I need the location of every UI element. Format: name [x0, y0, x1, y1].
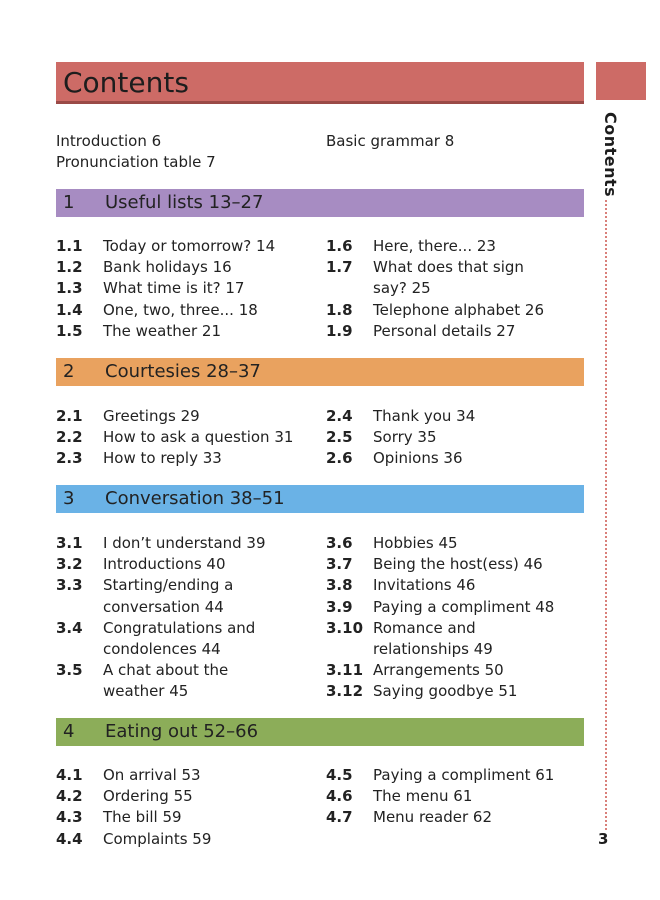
toc-entry[interactable] — [326, 575, 554, 596]
toc-entry[interactable] — [56, 807, 211, 828]
entry-number: 4.4 — [56, 829, 83, 848]
entry-title: What does that sign say? 25 — [373, 258, 524, 298]
entry-number: 3.4 — [56, 618, 83, 637]
entry-number: 3.1 — [56, 534, 83, 552]
entry-number: 3.11 — [326, 661, 364, 680]
section-number: 4 — [63, 721, 75, 742]
toc-entry[interactable] — [56, 321, 275, 342]
entry-title: Arrangements 50 — [373, 661, 504, 680]
entry-number: 1.2 — [56, 258, 83, 277]
entry-number: 4.6 — [326, 787, 353, 806]
section-3-left-list — [56, 533, 266, 703]
side-label: Contents — [601, 112, 620, 198]
section-number: 2 — [63, 361, 75, 382]
entry-number: 1.5 — [56, 321, 83, 340]
entry-title: Paying a compliment 48 — [373, 597, 555, 616]
section-header-4[interactable] — [56, 718, 584, 746]
entry-number: 3.3 — [56, 576, 83, 595]
entry-title: A chat about the weather 45 — [103, 661, 229, 701]
entry-number: 4.1 — [56, 766, 83, 784]
toc-entry[interactable] — [326, 597, 554, 618]
entry-title: Congratulations and condolences 44 — [103, 618, 256, 659]
toc-entry[interactable] — [326, 236, 544, 257]
toc-entry[interactable] — [56, 575, 266, 617]
entry-title: The bill 59 — [103, 808, 182, 827]
toc-entry[interactable] — [326, 786, 554, 807]
toc-entry[interactable] — [326, 427, 475, 448]
toc-entry[interactable] — [326, 681, 554, 702]
section-2-left-list — [56, 406, 293, 470]
toc-entry[interactable] — [56, 406, 293, 427]
entry-number: 1.1 — [56, 237, 83, 255]
section-2-right-list — [326, 406, 475, 470]
entry-title: Ordering 55 — [103, 787, 193, 806]
section-header-1[interactable] — [56, 189, 584, 217]
entry-title: How to reply 33 — [103, 449, 222, 468]
section-4-left-list — [56, 765, 211, 850]
toc-entry[interactable] — [56, 533, 266, 554]
entry-title: Introductions 40 — [103, 555, 226, 574]
entry-title: Sorry 35 — [373, 428, 437, 447]
entry-title: Personal details 27 — [373, 321, 516, 340]
toc-entry[interactable] — [56, 618, 266, 660]
entry-number: 4.3 — [56, 808, 83, 827]
section-title: Courtesies 28–37 — [105, 361, 261, 382]
section-header-3[interactable] — [56, 485, 584, 513]
entry-number: 2.3 — [56, 449, 83, 468]
entry-number: 3.5 — [56, 661, 83, 680]
entry-title: Paying a compliment 61 — [373, 766, 555, 784]
toc-entry[interactable] — [326, 765, 554, 786]
entry-number: 1.8 — [326, 300, 353, 319]
entry-title: I don’t understand 39 — [103, 534, 266, 552]
toc-entry[interactable] — [56, 829, 211, 850]
toc-entry[interactable] — [326, 300, 544, 321]
entry-title: Hobbies 45 — [373, 534, 458, 552]
entry-title: What time is it? 17 — [103, 279, 245, 298]
entry-number: 1.9 — [326, 321, 353, 340]
entry-title: Here, there... 23 — [373, 237, 496, 255]
toc-entry[interactable] — [56, 660, 266, 702]
entry-number: 3.9 — [326, 597, 353, 616]
entry-number: 2.1 — [56, 407, 83, 425]
entry-number: 3.8 — [326, 576, 353, 595]
entry-title: Complaints 59 — [103, 829, 212, 848]
toc-entry[interactable] — [56, 448, 293, 469]
toc-entry[interactable] — [56, 236, 275, 257]
entry-number: 2.6 — [326, 449, 353, 468]
entry-title: Starting/ending a conversation 44 — [103, 576, 234, 616]
entry-number: 2.2 — [56, 428, 83, 447]
entry-number: 3.7 — [326, 555, 353, 574]
entry-title: Thank you 34 — [373, 407, 476, 425]
toc-entry[interactable] — [326, 660, 554, 681]
section-number: 1 — [63, 192, 75, 213]
section-number: 3 — [63, 488, 75, 509]
section-title: Eating out 52–66 — [105, 721, 259, 742]
entry-title: Saying goodbye 51 — [373, 682, 518, 701]
toc-entry[interactable] — [326, 618, 554, 660]
entry-title: The weather 21 — [103, 321, 221, 340]
entry-title: Opinions 36 — [373, 449, 463, 468]
page-title: Contents — [63, 66, 189, 99]
entry-title: Invitations 46 — [373, 576, 476, 595]
toc-entry[interactable] — [56, 300, 275, 321]
intro-link-pronunciation[interactable]: Pronunciation table 7 — [56, 153, 216, 171]
entry-title: On arrival 53 — [103, 766, 201, 784]
entry-number: 4.7 — [326, 808, 353, 827]
toc-entry[interactable] — [56, 257, 275, 278]
side-tab — [596, 62, 646, 100]
entry-title: Bank holidays 16 — [103, 258, 232, 277]
section-3-right-list — [326, 533, 554, 703]
entry-number: 1.3 — [56, 279, 83, 298]
entry-title: Greetings 29 — [103, 407, 200, 425]
intro-link-basic-grammar[interactable]: Basic grammar 8 — [326, 132, 455, 150]
entry-title: One, two, three... 18 — [103, 300, 258, 319]
entry-number: 2.5 — [326, 428, 353, 447]
entry-number: 4.2 — [56, 787, 83, 806]
entry-title: Today or tomorrow? 14 — [103, 237, 276, 255]
toc-entry[interactable] — [326, 554, 554, 575]
entry-number: 2.4 — [326, 407, 353, 425]
section-1-left-list — [56, 236, 275, 342]
toc-entry[interactable] — [326, 807, 554, 828]
entry-title: The menu 61 — [373, 787, 473, 806]
toc-entry[interactable] — [326, 406, 475, 427]
entry-number: 3.2 — [56, 555, 83, 574]
section-title: Useful lists 13–27 — [105, 192, 264, 213]
section-1-right-list — [326, 236, 544, 342]
entry-number: 3.12 — [326, 682, 364, 701]
toc-entry[interactable] — [56, 427, 293, 448]
entry-title: Menu reader 62 — [373, 808, 492, 827]
entry-title: Being the host(ess) 46 — [373, 555, 543, 574]
entry-number: 4.5 — [326, 766, 353, 784]
toc-entry[interactable] — [56, 554, 266, 575]
section-title: Conversation 38–51 — [105, 488, 285, 509]
entry-number: 1.4 — [56, 300, 83, 319]
toc-entry[interactable] — [326, 257, 544, 299]
toc-entry[interactable] — [326, 533, 554, 554]
contents-header — [56, 62, 584, 104]
entry-title: How to ask a question 31 — [103, 428, 294, 447]
toc-entry[interactable] — [326, 448, 475, 469]
section-4-right-list — [326, 765, 554, 829]
page-number: 3 — [598, 830, 609, 848]
entry-number: 3.10 — [326, 618, 364, 637]
toc-entry[interactable] — [326, 321, 544, 342]
entry-number: 1.6 — [326, 237, 353, 255]
entry-title: Telephone alphabet 26 — [373, 300, 545, 319]
intro-link-introduction[interactable]: Introduction 6 — [56, 132, 162, 150]
side-dotted-rule — [605, 200, 607, 830]
toc-entry[interactable] — [56, 278, 275, 299]
entry-number: 3.6 — [326, 534, 353, 552]
section-header-2[interactable] — [56, 358, 584, 386]
toc-entry[interactable] — [56, 765, 211, 786]
toc-entry[interactable] — [56, 786, 211, 807]
entry-title: Romance and relationships 49 — [373, 618, 493, 659]
entry-number: 1.7 — [326, 258, 353, 277]
